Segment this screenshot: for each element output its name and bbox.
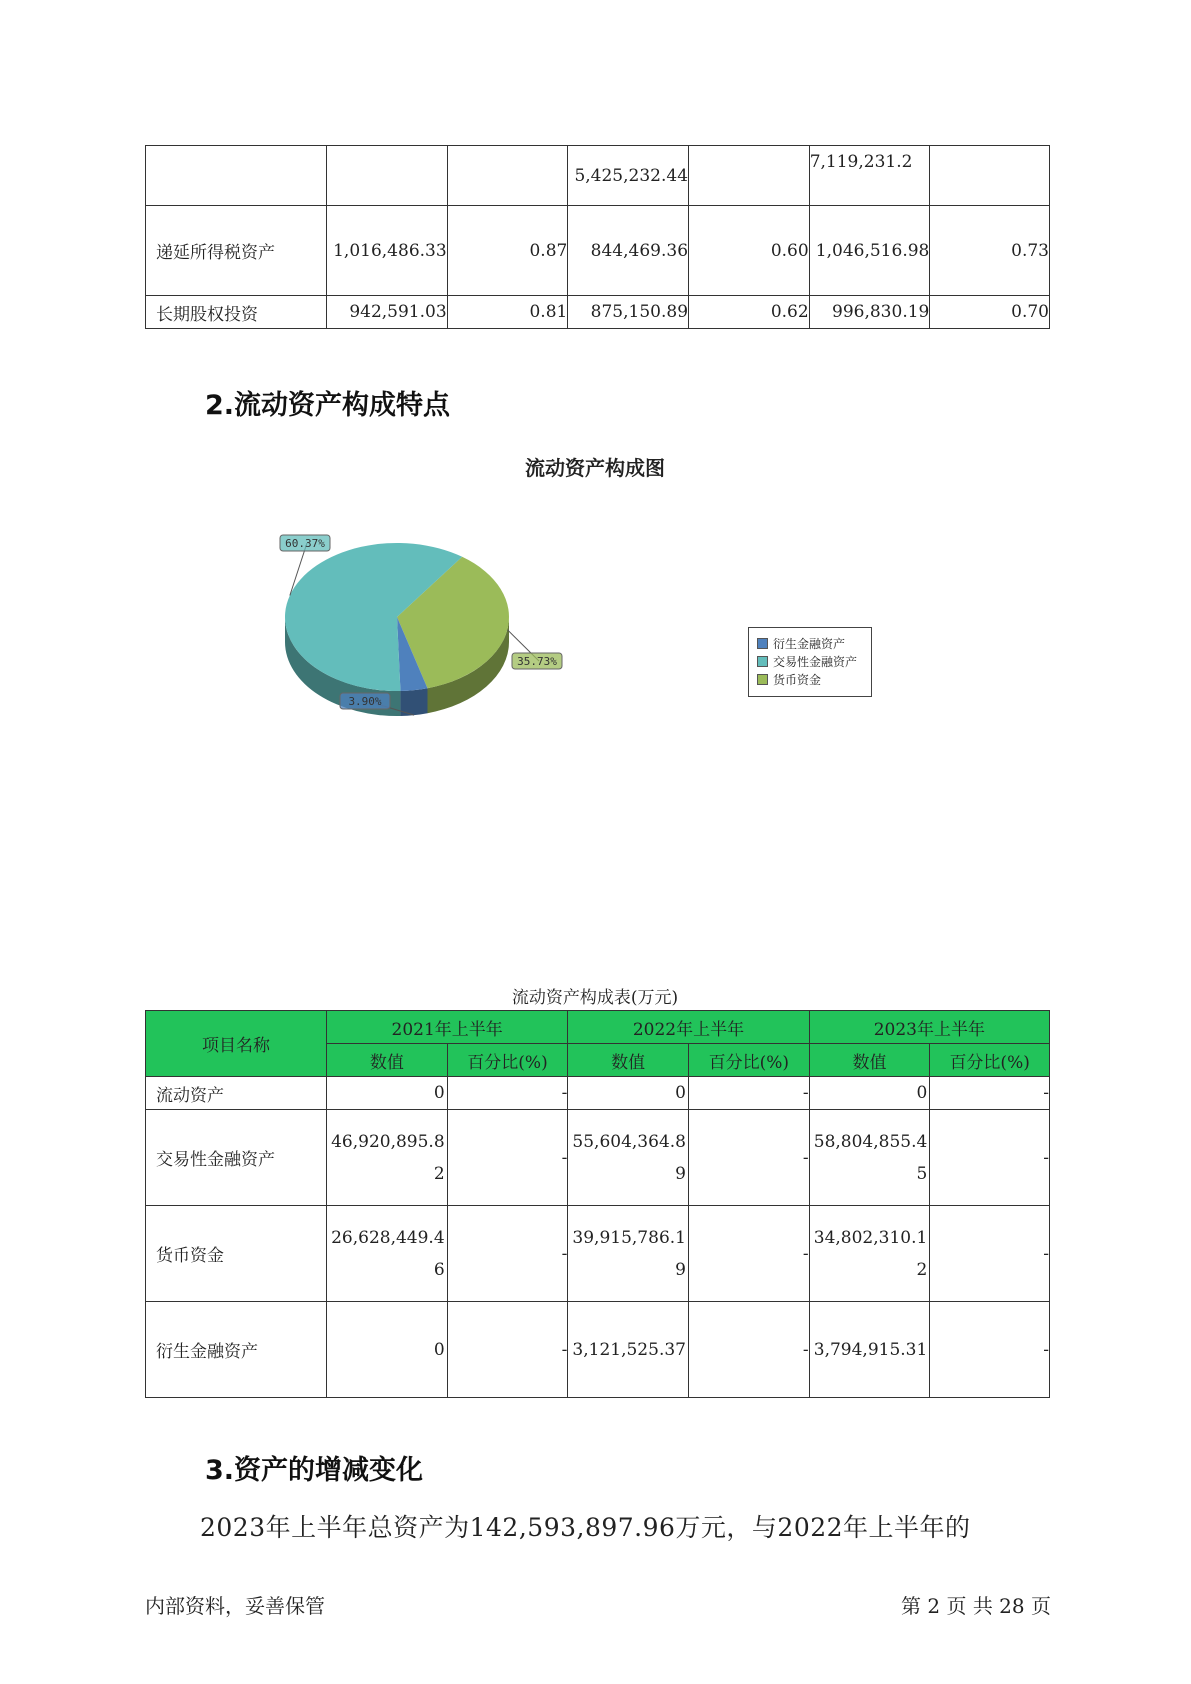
header-pct: 百分比(%) [688, 1044, 809, 1077]
value-cell: 942,591.03 [327, 296, 448, 329]
legend-label: 货币资金 [773, 672, 822, 687]
table-row [146, 1110, 1050, 1206]
header-period: 2023年上半年 [809, 1011, 1049, 1044]
value-cell: 1,046,516.98 [809, 206, 930, 296]
pct-cell: 0.70 [930, 296, 1050, 329]
legend-item [757, 652, 871, 670]
pct-cell: - [688, 1110, 809, 1206]
value-cell: 0 [568, 1077, 689, 1110]
pct-cell: - [688, 1077, 809, 1110]
value-cell: 58,804,855.45 [809, 1110, 930, 1206]
legend-item [757, 634, 871, 652]
header-value: 数值 [568, 1044, 689, 1077]
current-assets-table [145, 1010, 1050, 1398]
row-label: 递延所得税资产 [146, 206, 327, 296]
pct-cell: - [688, 1302, 809, 1398]
chart-legend [748, 627, 872, 697]
header-value: 数值 [327, 1044, 448, 1077]
header-value: 数值 [809, 1044, 930, 1077]
pct-cell: 0.62 [689, 296, 810, 329]
pie-chart [255, 525, 615, 765]
pct-cell [689, 146, 810, 206]
pct-cell: - [447, 1110, 568, 1206]
table-row [146, 1206, 1050, 1302]
row-label [146, 146, 327, 206]
footer-confidential: 内部资料，妥善保管 [145, 1594, 325, 1618]
table-row [146, 206, 1050, 296]
table-row [146, 296, 1050, 329]
pct-cell: 0.73 [930, 206, 1050, 296]
legend-swatch [757, 656, 768, 667]
value-cell: 1,016,486.33 [327, 206, 448, 296]
value-cell: 26,628,449.46 [327, 1206, 448, 1302]
row-label: 货币资金 [146, 1206, 327, 1302]
value-cell: 0 [327, 1302, 448, 1398]
pct-cell: 0.87 [447, 206, 568, 296]
value-cell: 875,150.89 [568, 296, 689, 329]
body-paragraph: 2023年上半年总资产为142,593,897.96万元，与2022年上半年的 [200, 1513, 971, 1542]
pct-cell: - [688, 1206, 809, 1302]
pct-cell: 0.81 [447, 296, 568, 329]
value-cell [327, 146, 448, 206]
legend-swatch [757, 638, 768, 649]
pct-cell [930, 146, 1050, 206]
header-period: 2022年上半年 [568, 1011, 809, 1044]
pct-cell: - [930, 1302, 1050, 1398]
header-pct: 百分比(%) [447, 1044, 568, 1077]
row-label: 交易性金融资产 [146, 1110, 327, 1206]
pie-data-label: 3.90% [348, 695, 382, 708]
pie-data-label: 60.37% [285, 537, 325, 550]
value-cell: 46,920,895.82 [327, 1110, 448, 1206]
table-row [146, 146, 1050, 206]
value-cell: 3,121,525.37 [568, 1302, 689, 1398]
pct-cell: - [930, 1077, 1050, 1110]
value-cell: 7,119,231.2 [809, 146, 930, 206]
row-label: 衍生金融资产 [146, 1302, 327, 1398]
value-cell: 844,469.36 [568, 206, 689, 296]
value-cell: 5,425,232.44 [568, 146, 689, 206]
header-row [146, 1011, 1050, 1044]
table-row [146, 1077, 1050, 1110]
pct-cell: - [447, 1206, 568, 1302]
pct-cell: - [930, 1206, 1050, 1302]
section-heading: 3.资产的增减变化 [205, 1455, 424, 1486]
pct-cell [447, 146, 568, 206]
pct-cell: 0.60 [689, 206, 810, 296]
value-cell: 3,794,915.31 [809, 1302, 930, 1398]
pie-data-label: 35.73% [517, 655, 557, 668]
pct-cell: - [930, 1110, 1050, 1206]
legend-item [757, 670, 871, 688]
legend-label: 交易性金融资产 [773, 654, 858, 669]
asset-table-continued [145, 145, 1050, 329]
value-cell: 0 [809, 1077, 930, 1110]
row-label: 长期股权投资 [146, 296, 327, 329]
header-period: 2021年上半年 [327, 1011, 568, 1044]
chart-title: 流动资产构成图 [525, 456, 665, 480]
pct-cell: - [447, 1302, 568, 1398]
value-cell: 55,604,364.89 [568, 1110, 689, 1206]
pct-cell: - [447, 1077, 568, 1110]
header-item-name: 项目名称 [146, 1011, 327, 1077]
table-caption: 流动资产构成表(万元) [511, 988, 679, 1008]
value-cell: 39,915,786.19 [568, 1206, 689, 1302]
section-heading: 2.流动资产构成特点 [205, 390, 451, 421]
table-row [146, 1302, 1050, 1398]
value-cell: 996,830.19 [809, 296, 930, 329]
value-cell: 0 [327, 1077, 448, 1110]
footer-page-number: 第 2 页 共 28 页 [901, 1594, 1051, 1618]
value-cell: 34,802,310.12 [809, 1206, 930, 1302]
header-pct: 百分比(%) [930, 1044, 1050, 1077]
legend-swatch [757, 674, 768, 685]
row-label: 流动资产 [146, 1077, 327, 1110]
legend-label: 衍生金融资产 [773, 636, 846, 651]
